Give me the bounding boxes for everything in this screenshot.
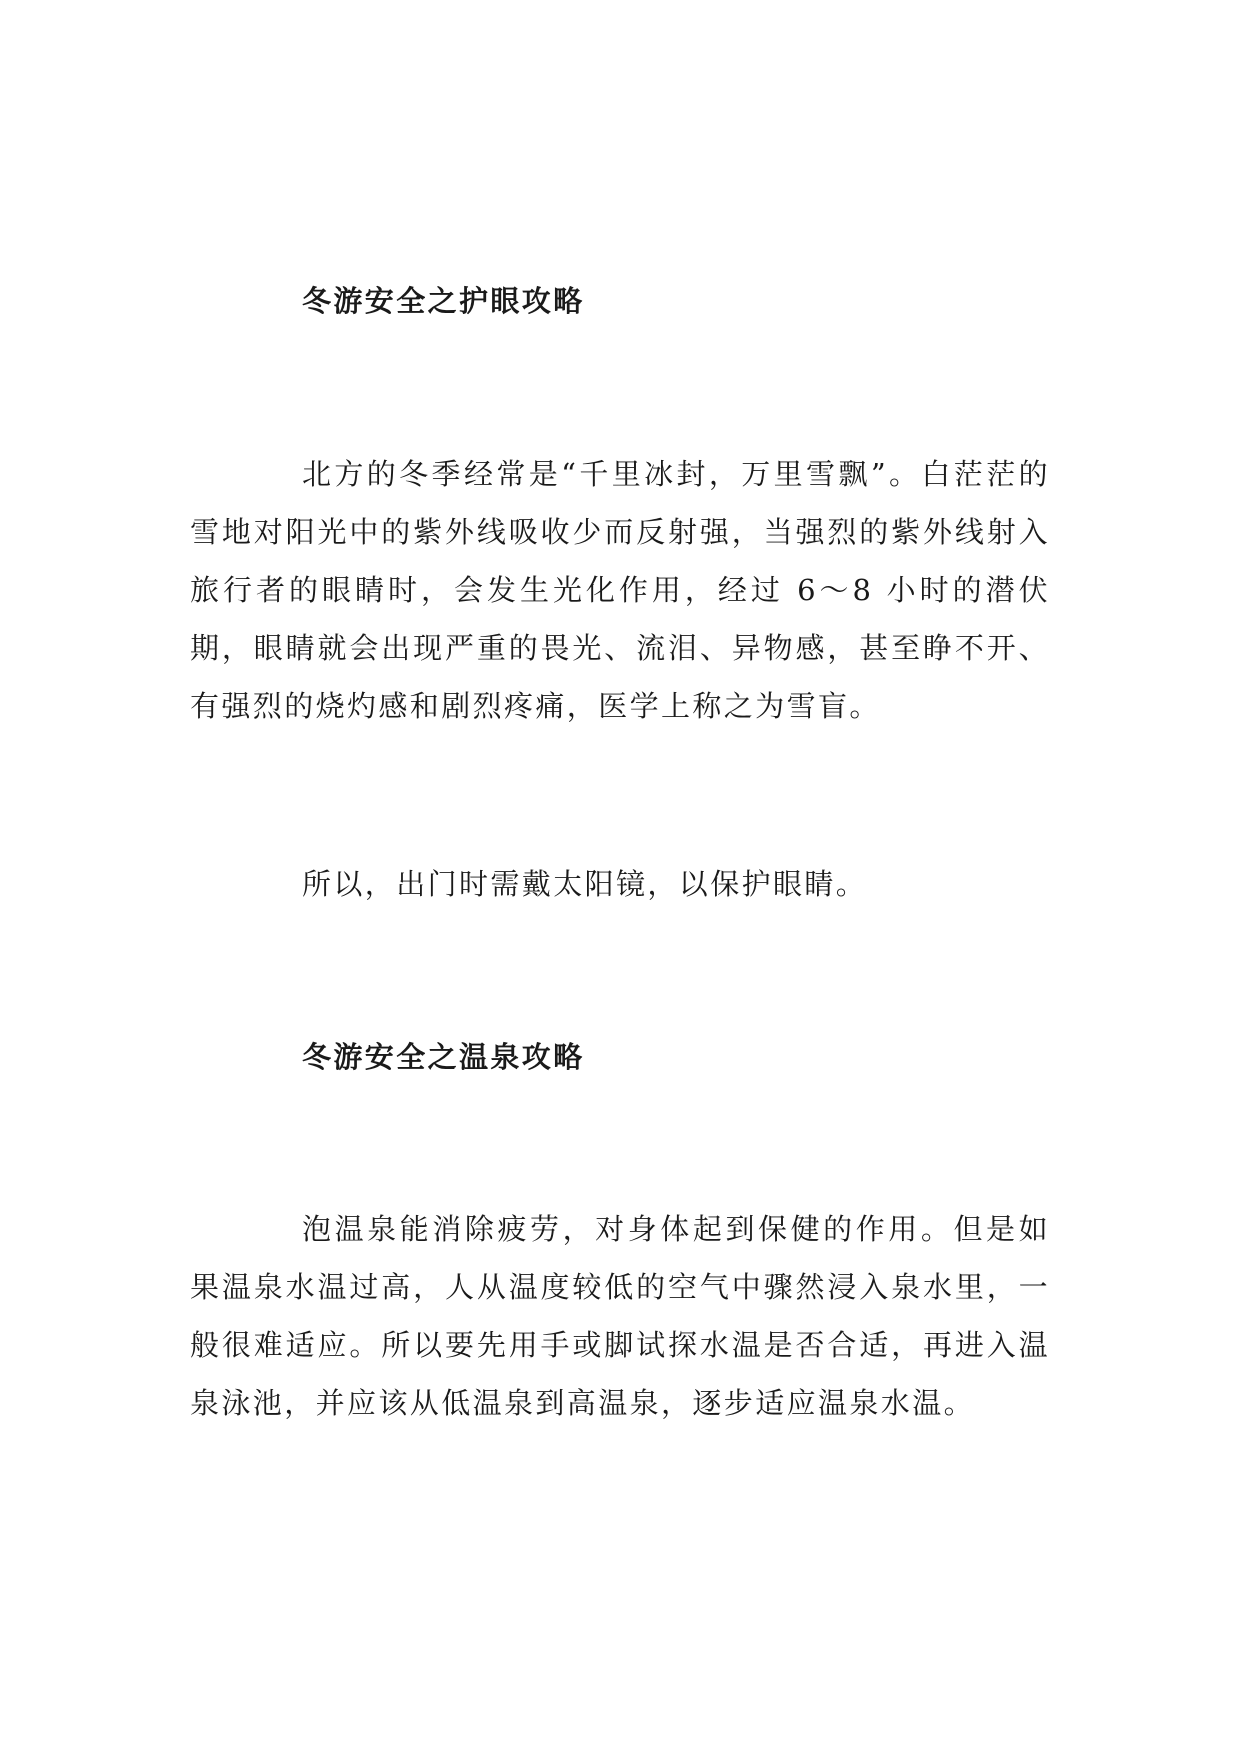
paragraph-hot-spring: 泡温泉能消除疲劳，对身体起到保健的作用。但是如果温泉水温过高，人从温度较低的空气中骤然浸入泉水里，一般很难适应。所以要先用手或脚试探水温是否合适，再进入温泉泳池，并应该从低温泉到高温泉，逐步适应温泉水温。 bbox=[190, 1212, 1050, 1420]
heading-eye-protection: 冬游安全之护眼攻略 bbox=[302, 284, 585, 318]
paragraph-sunglasses: 所以，出门时需戴太阳镜，以保护眼睛。 bbox=[302, 867, 868, 901]
heading-hot-spring: 冬游安全之温泉攻略 bbox=[302, 1040, 585, 1074]
paragraph-snow-blindness: 北方的冬季经常是“千里冰封，万里雪飘”。白茫茫的雪地对阳光中的紫外线吸收少而反射强，当强烈的紫外线射入旅行者的眼睛时，会发生光化作用，经过 6～8 小时的潜伏期，眼睛就会出现严重的畏光、流泪、异物感，甚至睁不开、有强烈的烧灼感和剧烈疼痛，医学上称之为雪盲。 bbox=[190, 457, 1050, 723]
